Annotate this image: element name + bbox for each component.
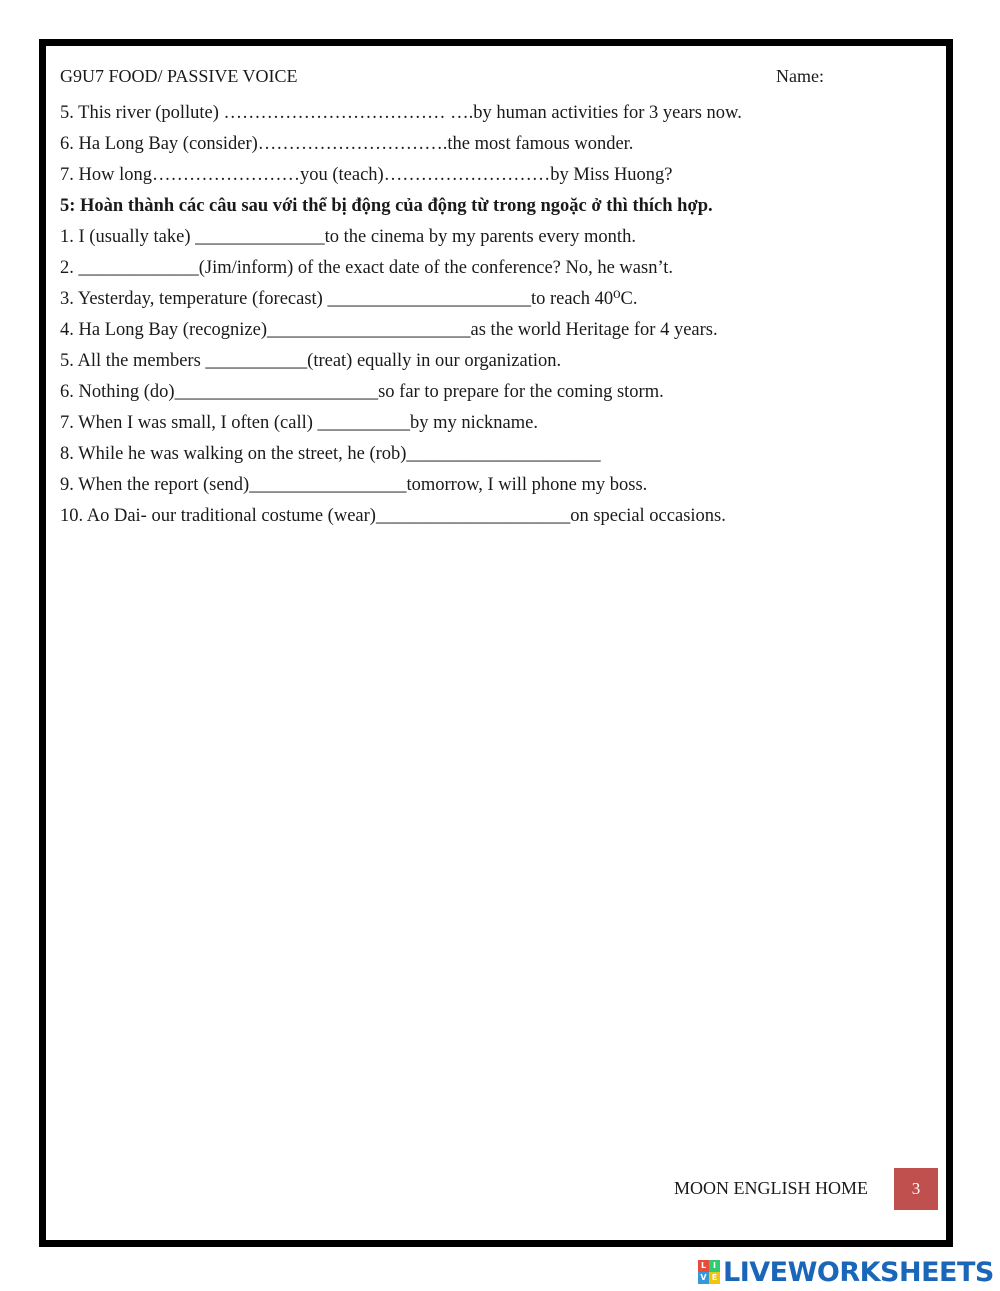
exercise-line: 8. While he was walking on the street, he (rob)_____________________ xyxy=(60,444,601,464)
liveworksheets-watermark xyxy=(698,1257,994,1287)
logo-tile: I xyxy=(709,1260,720,1272)
exercise-line: 10. Ao Dai- our traditional costume (wear)_____________________on special occasions. xyxy=(60,506,726,526)
exercise-line: 5. This river (pollute) ……………………………… ….by human activities for 3 years now. xyxy=(60,103,742,123)
exercise-line: 4. Ha Long Bay (recognize)______________________as the world Heritage for 4 years. xyxy=(60,320,718,340)
worksheet-page xyxy=(39,39,953,1247)
worksheet-title: G9U7 FOOD/ PASSIVE VOICE xyxy=(60,66,298,86)
section-instruction: 5: Hoàn thành các câu sau với thể bị động của động từ trong ngoặc ở thì thích hợp. xyxy=(60,196,713,216)
logo-tile: L xyxy=(698,1260,709,1272)
liveworksheets-wordmark: LIVEWORKSHEETS xyxy=(723,1256,994,1288)
exercise-line: 6. Ha Long Bay (consider)………………………….the most famous wonder. xyxy=(60,134,634,154)
exercise-lines xyxy=(60,98,940,532)
logo-tile: E xyxy=(709,1272,720,1284)
exercise-line: 9. When the report (send)_________________tomorrow, I will phone my boss. xyxy=(60,475,648,495)
exercise-line: 6. Nothing (do)______________________so far to prepare for the coming storm. xyxy=(60,382,664,402)
exercise-line: 7. When I was small, I often (call) __________by my nickname. xyxy=(60,413,538,433)
exercise-line: 1. I (usually take) ______________to the cinema by my parents every month. xyxy=(60,227,636,247)
liveworksheets-logo-icon xyxy=(698,1260,720,1284)
logo-tile: V xyxy=(698,1272,709,1284)
exercise-line: 3. Yesterday, temperature (forecast) ______________________to reach 40⁰C. xyxy=(60,289,638,309)
exercise-line: 7. How long……………………you (teach)………………………by Miss Huong? xyxy=(60,165,673,185)
footer-brand: MOON ENGLISH HOME xyxy=(674,1178,868,1198)
page-number-badge: 3 xyxy=(894,1168,938,1210)
name-label: Name: xyxy=(776,66,824,86)
exercise-line: 5. All the members ___________(treat) equally in our organization. xyxy=(60,351,562,371)
exercise-line: 2. _____________(Jim/inform) of the exact date of the conference? No, he wasn’t. xyxy=(60,258,674,278)
